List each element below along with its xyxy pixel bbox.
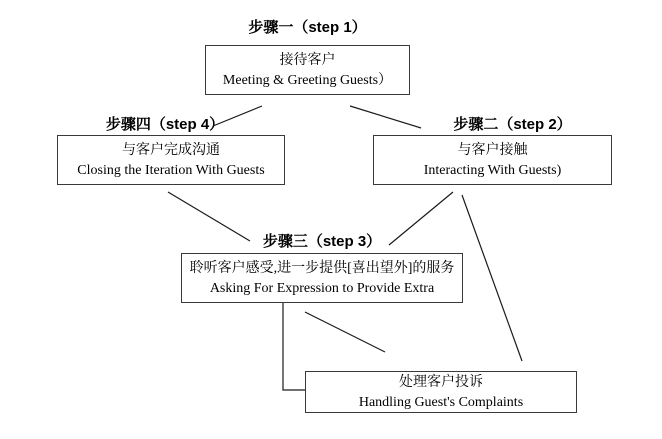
edge-step2-complaints [462,195,522,361]
complaints-label-zh: 处理客户投诉 [399,374,483,390]
edge-step3-complaints-diagonal [305,312,385,352]
step3-title: 步骤三（step 3） [262,233,382,250]
step4-label-en: Closing the Iteration With Guests [77,162,265,178]
step3-label-en: Asking For Expression to Provide Extra [209,280,435,296]
step1-label-en: Meeting & Greeting Guests） [222,72,393,88]
step2-node [373,135,612,185]
step4-label-zh: 与客户完成沟通 [122,142,220,158]
step3-node [181,253,463,303]
complaints-node [305,371,577,413]
step2-label-en: Interacting With Guests) [423,162,562,178]
step1-label-zh: 接待客户 [279,52,336,68]
step4-node [57,135,285,185]
step1-title: 步骤一（step 1） [248,19,367,36]
edge-step3-complaints-elbow [283,303,305,390]
complaints-label-en: Handling Guest's Complaints [358,394,524,410]
step3-label-zh: 聆听客户感受,进一步提供[喜出望外]的服务 [189,260,455,276]
step4-title: 步骤四（step 4） [105,116,225,133]
step1-node [205,45,410,95]
step2-title: 步骤二（step 2） [453,116,572,133]
step2-label-zh: 与客户接触 [457,142,528,158]
